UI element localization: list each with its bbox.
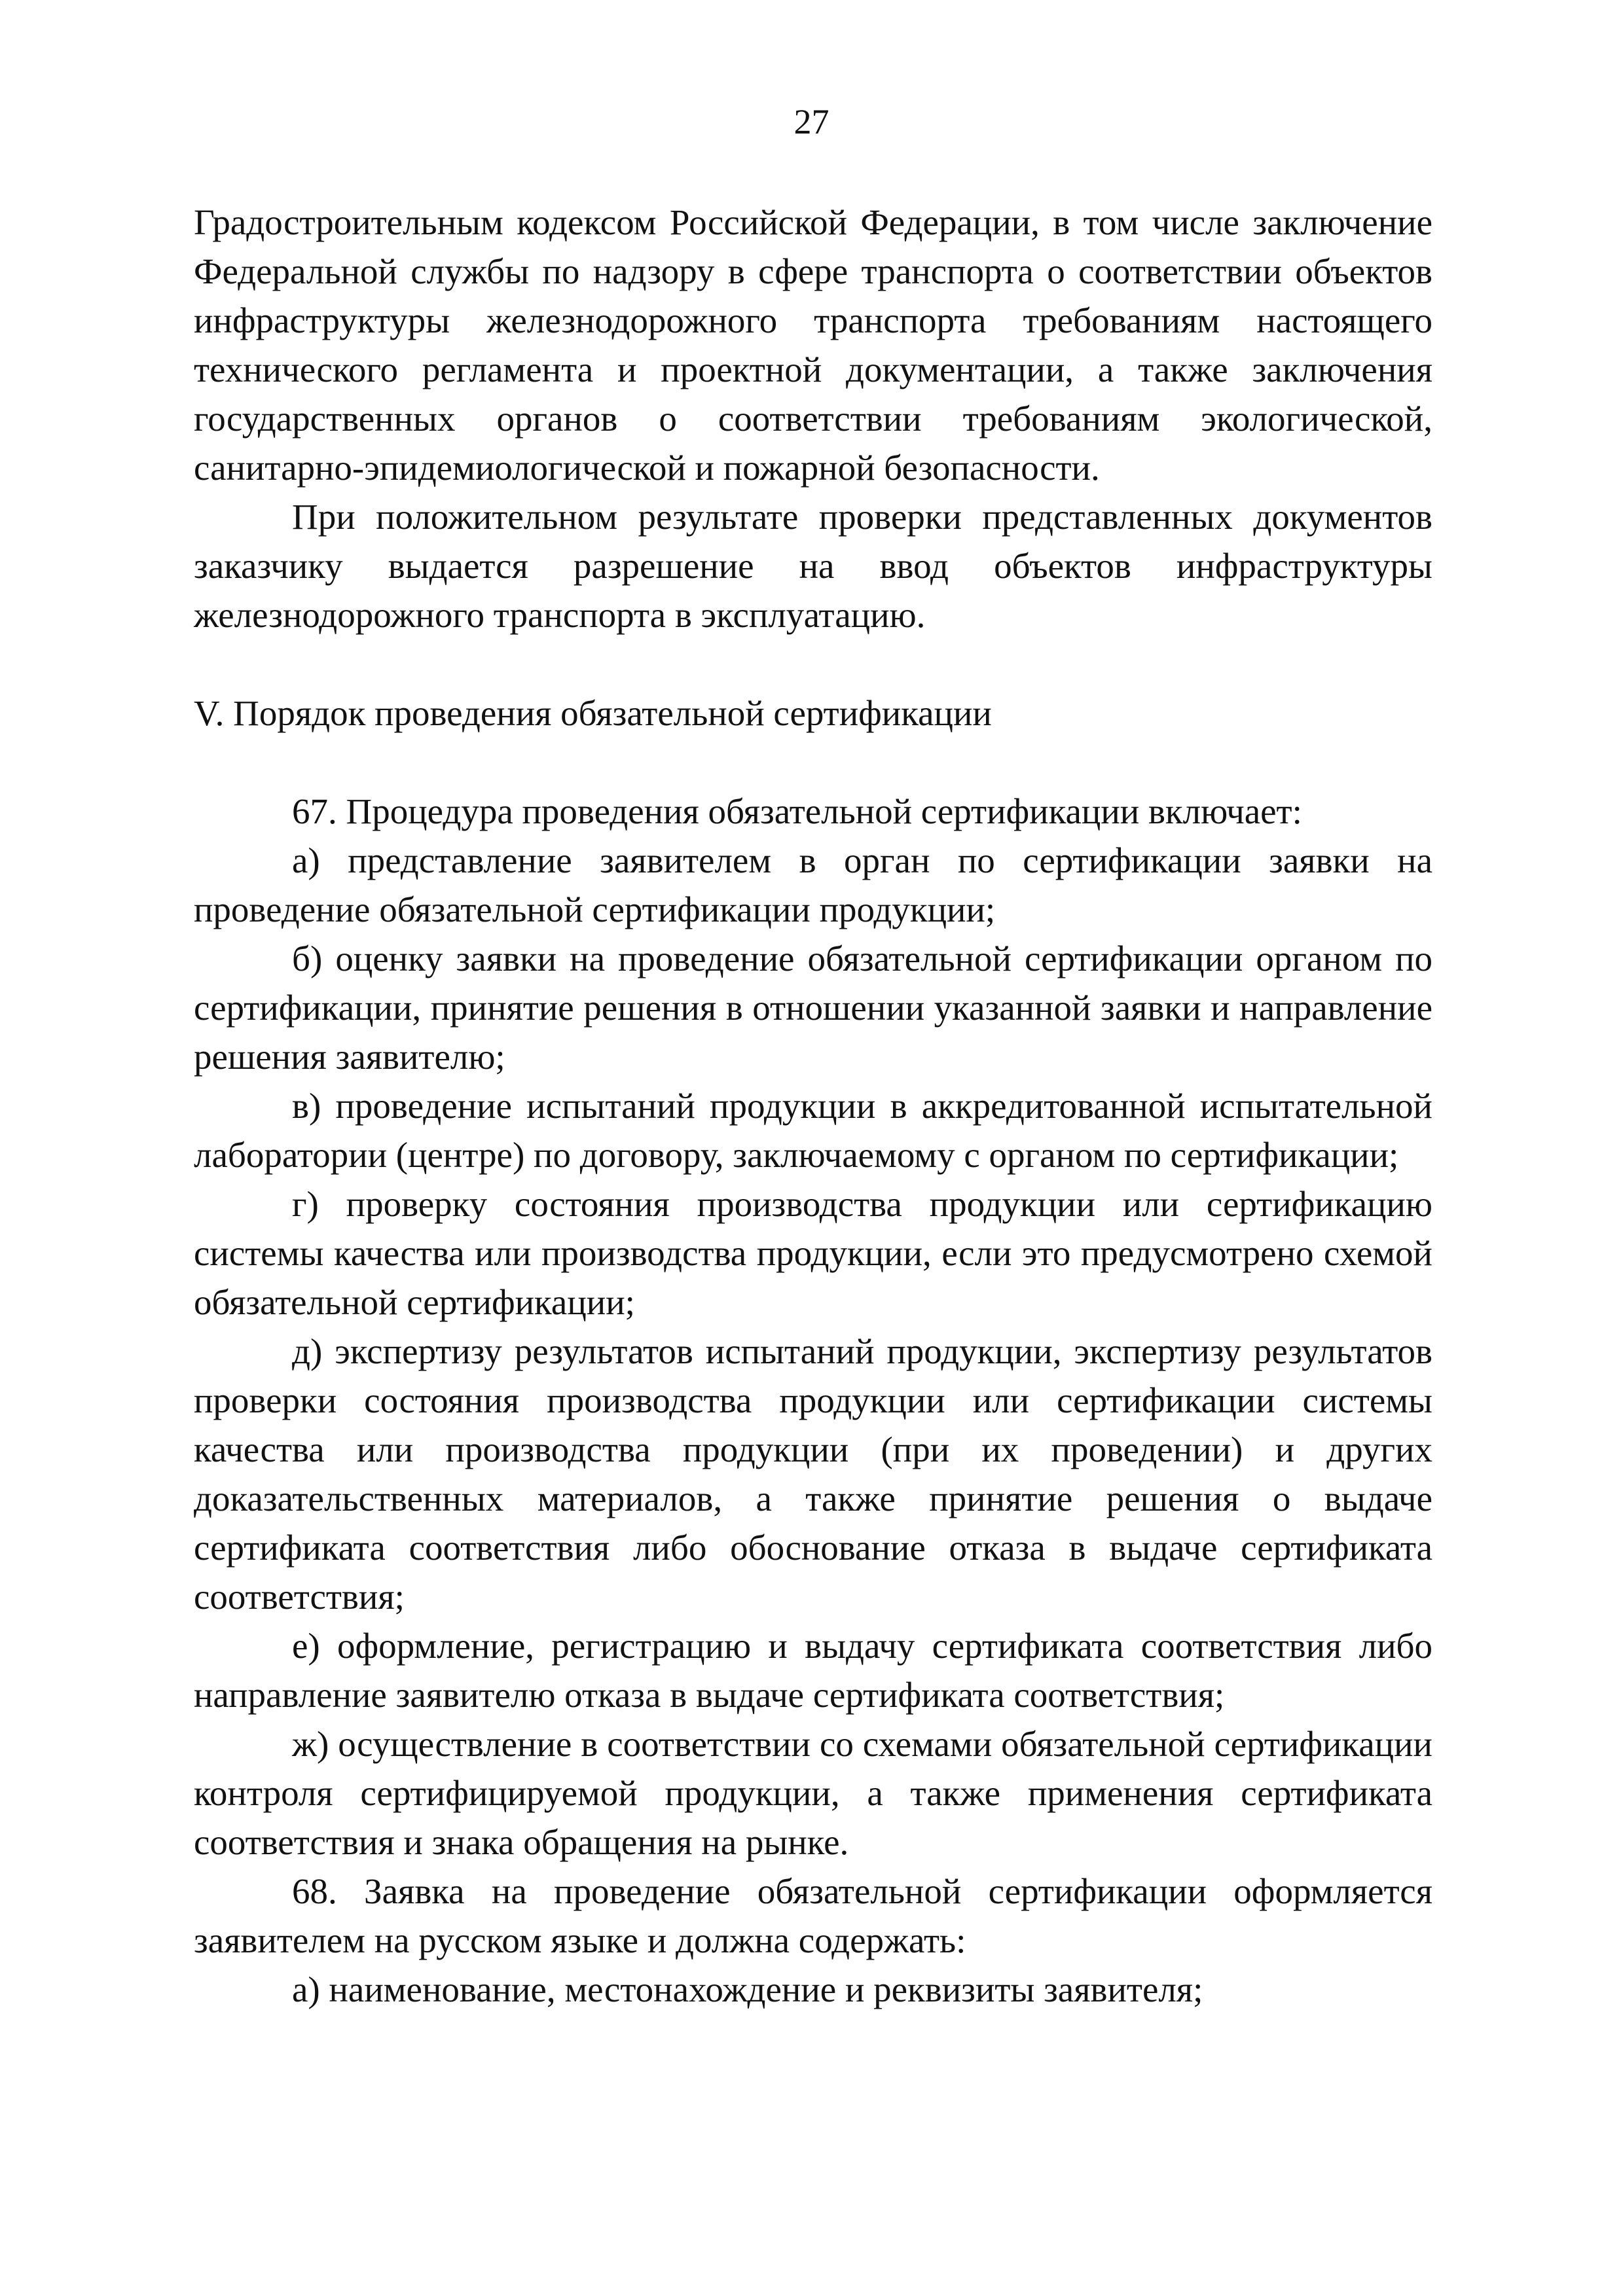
paragraph-67-zh: ж) осуществление в соответствии со схемами обязательной сертификации контроля сертифицируемой продукции, а также применения сертификата соответствия и знака обращения на рынке. — [194, 1724, 1432, 1862]
paragraph-68: 68. Заявка на проведение обязательной сертификации оформляется заявителем на русском языке и должна содержать: — [194, 1871, 1432, 1960]
paragraph-67-d: д) экспертизу результатов испытаний продукции, экспертизу результатов проверки состояния производства продукции или сертификации системы качества или производства продукции (при их проведении) и других доказательственных материалов, а также принятие решения о выдаче сертификата соответствия либо обоснование отказа в выдаче сертификата соответствия; — [194, 1331, 1432, 1617]
paragraph-67-e: е) оформление, регистрацию и выдачу сертификата соответствия либо направление заявителю отказа в выдаче сертификата соответствия; — [194, 1626, 1432, 1715]
section-heading: V. Порядок проведения обязательной сертификации — [194, 693, 992, 733]
document-body — [194, 198, 1432, 2014]
paragraph-67-v: в) проведение испытаний продукции в аккредитованной испытательной лаборатории (центре) по договору, заключаемому с органом по сертификации; — [194, 1086, 1432, 1175]
paragraph-67-g: г) проверку состояния производства продукции или сертификацию системы качества или производства продукции, если это предусмотрено схемой обязательной сертификации; — [194, 1184, 1432, 1322]
paragraph-67: 67. Процедура проведения обязательной сертификации включает: — [292, 791, 1302, 831]
paragraph-67-b: б) оценку заявки на проведение обязательной сертификации органом по сертификации, принятие решения в отношении указанной заявки и направление решения заявителю; — [194, 939, 1432, 1077]
paragraph-68-a: а) наименование, местонахождение и реквизиты заявителя; — [292, 1969, 1203, 2009]
page-number: 27 — [793, 102, 830, 141]
paragraph-continuation: Градостроительным кодексом Российской Федерации, в том числе заключение Федеральной службы по надзору в сфере транспорта о соответствии объектов инфраструктуры железнодорожного транспорта требованиям настоящего технического регламента и проектной документации, а также заключения государственных органов о соответствии требованиям экологической, санитарно-эпидемиологической и пожарной безопасности. — [194, 202, 1432, 488]
paragraph-67-a: а) представление заявителем в орган по сертификации заявки на проведение обязательной сертификации продукции; — [194, 840, 1432, 929]
paragraph-permit: При положительном результате проверки представленных документов заказчику выдается разрешение на ввод объектов инфраструктуры железнодорожного транспорта в эксплуатацию. — [194, 497, 1432, 635]
